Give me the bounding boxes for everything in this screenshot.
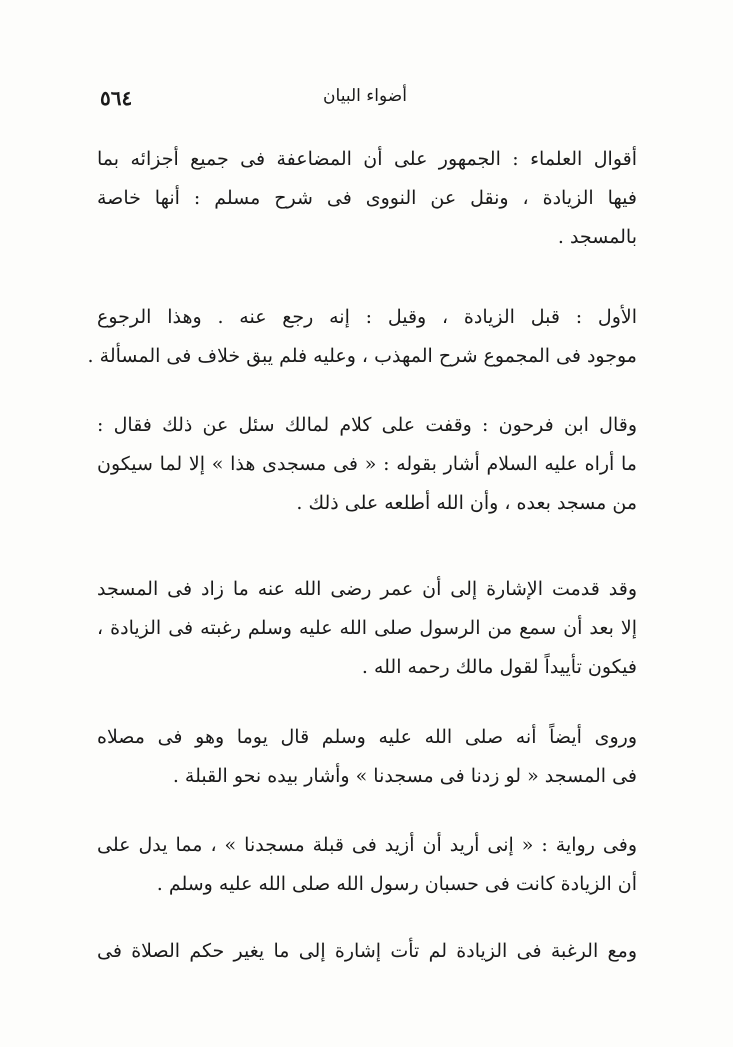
text-line: ما أراه عليه السلام أشار بقوله : « فى مسجدى هذا » إلا لما سيكون	[97, 453, 637, 475]
paragraph	[97, 570, 637, 687]
paragraph	[97, 826, 637, 904]
paragraph	[97, 406, 637, 523]
text-line: فيها الزيادة ، ونقل عن النووى فى شرح مسلم : أنها خاصة	[97, 187, 637, 209]
text-line: أن الزيادة كانت فى حسبان رسول الله صلى الله عليه وسلم .	[156, 873, 637, 895]
text-line: وقال ابن فرحون : وقفت على كلام لمالك سئل عن ذلك فقال :	[97, 414, 637, 436]
paragraph	[97, 932, 637, 971]
text-line: فى المسجد « لو زدنا فى مسجدنا » وأشار بيده نحو القبلة .	[172, 765, 637, 787]
paragraph	[97, 140, 637, 257]
text-line: وقد قدمت الإشارة إلى أن عمر رضى الله عنه ما زاد فى المسجد	[97, 578, 637, 600]
text-line: وروى أيضاً أنه صلى الله عليه وسلم قال يوما وهو فى مصلاه	[97, 726, 637, 748]
text-line: ومع الرغبة فى الزيادة لم تأت إشارة إلى ما يغير حكم الصلاة فى	[97, 940, 637, 962]
text-line: وفى رواية : « إنى أريد أن أزيد فى قبلة مسجدنا » ، مما يدل على	[97, 834, 637, 856]
page-header	[100, 86, 630, 116]
text-line: من مسجد بعده ، وأن الله أطلعه على ذلك .	[296, 492, 637, 514]
text-line: إلا بعد أن سمع من الرسول صلى الله عليه وسلم رغبته فى الزيادة ،	[97, 617, 637, 639]
text-line: الأول : قبل الزيادة ، وقيل : إنه رجع عنه . وهذا الرجوع	[97, 306, 637, 328]
paragraph	[87, 298, 637, 376]
running-title: أضواء البيان	[323, 86, 407, 106]
page-number: ٥٦٤	[100, 86, 133, 110]
text-line: موجود فى المجموع شرح المهذب ، وعليه فلم يبق خلاف فى المسألة .	[87, 345, 637, 367]
text-line: أقوال العلماء : الجمهور على أن المضاعفة فى جميع أجزائه بما	[97, 148, 637, 170]
text-line: بالمسجد .	[557, 226, 637, 248]
text-line: فيكون تأييداً لقول مالك رحمه الله .	[361, 656, 637, 678]
paragraph	[97, 718, 637, 796]
